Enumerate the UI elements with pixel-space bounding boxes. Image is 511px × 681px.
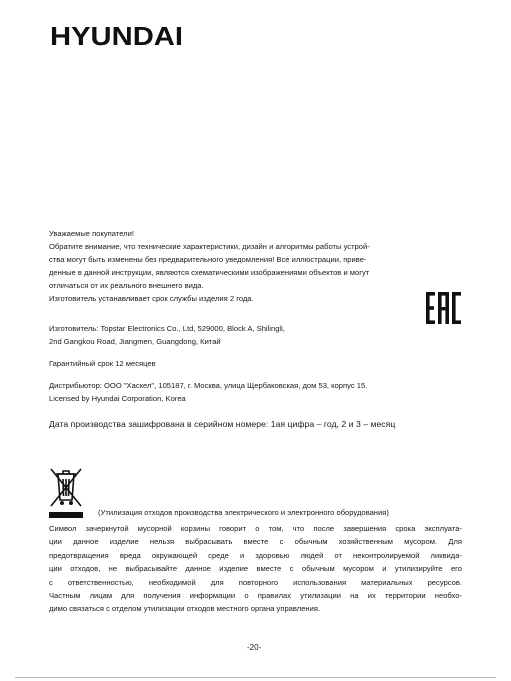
notice-line: денные в данной инструкции, являются схематическими изображениями объектов и могут — [49, 268, 370, 277]
disposal-line: ции данное изделие нельзя выбрасывать вместе с обычным хозяйственным мусором. Для — [49, 537, 462, 547]
disposal-line: с ответственностью, необходимой для повторного использования материальных ресурсов. — [49, 577, 462, 587]
manufacturer-line: 2nd Gangkou Road, Jiangmen, Guangdong, Китай — [49, 337, 221, 346]
disposal-text — [49, 522, 462, 616]
disposal-title: (Утилизация отходов производства электрического и электронного оборудования) — [98, 508, 389, 517]
hyundai-logo — [50, 23, 185, 49]
customer-notice — [49, 227, 469, 305]
crossed-bin-icon — [49, 466, 83, 508]
disposal-line: Частным лицам для получения информации о правилах утилизации на их территории необхо- — [49, 591, 462, 601]
hyundai-logo-text: HYUNDAI — [50, 23, 183, 49]
manufacturer-info — [49, 322, 469, 348]
bottom-rule — [15, 677, 496, 678]
weee-bar — [49, 512, 83, 518]
eac-mark-icon — [426, 292, 461, 324]
notice-line: ства могут быть изменены без предварительного уведомления! Все иллюстрации, приве- — [49, 255, 367, 264]
warranty-info — [49, 357, 469, 370]
disposal-line: димо связаться с отделом утилизации отходов местного органа управления. — [49, 604, 321, 614]
manufacturer-line: Изготовитель: Topstar Electronics Co., Ltd, 529000, Block A, Shilingli, — [49, 324, 285, 333]
notice-line: Обратите внимание, что технические характеристики, дизайн и алгоритмы работы устрой- — [49, 242, 370, 251]
notice-greeting: Уважаемые покупатели! — [49, 229, 134, 238]
page-number: -20- — [247, 643, 262, 652]
disposal-line: предотвращения вреда окружающей среде и здоровью людей от неконтролируемой ликвида- — [49, 550, 462, 560]
disposal-line: Символ зачеркнутой мусорной корзины говорит о том, что после завершения срока эксплуата- — [49, 524, 462, 533]
distributor-info — [49, 379, 469, 405]
disposal-line: ции отходов, не выбрасывайте данное изделие вместе с обычным мусором и утилизируйте его — [49, 564, 462, 574]
license-line: Licensed by Hyundai Corporation, Korea — [49, 394, 186, 403]
distributor-line: Дистрибьютор: ООО "Хаскел", 105187, г. Москва, улица Щербаковская, дом 53, корпус 15. — [49, 381, 368, 390]
warranty-period: Гарантийный срок 12 месяцев — [49, 359, 156, 368]
service-life: Изготовитель устанавливает срок службы изделия 2 года. — [49, 294, 254, 303]
notice-line: отличаться от их реального внешнего вида. — [49, 281, 204, 290]
production-date-note: Дата производства зашифрована в серийном номере: 1ая цифра – год, 2 и 3 – месяц — [49, 419, 396, 429]
